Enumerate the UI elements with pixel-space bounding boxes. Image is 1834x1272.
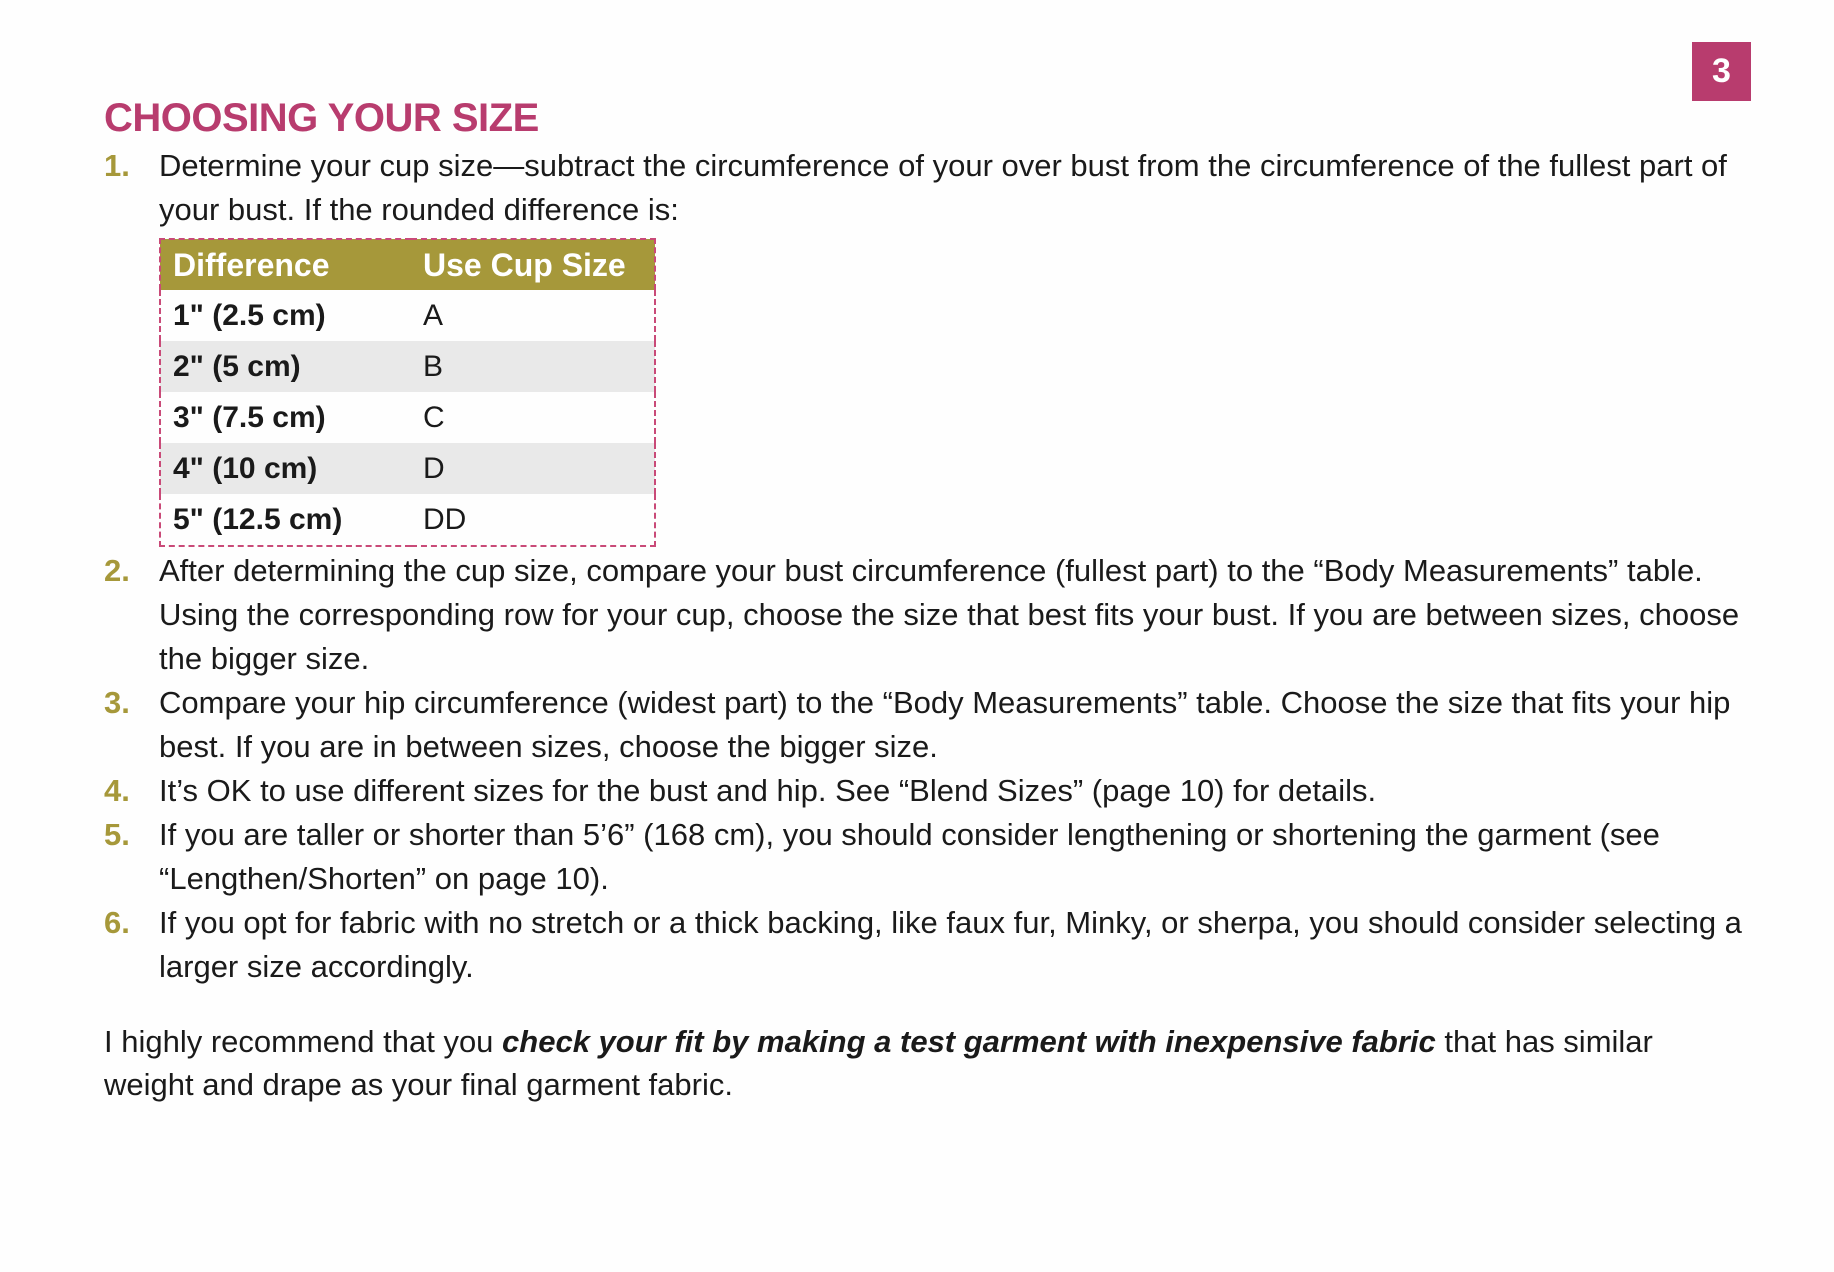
step-6 xyxy=(104,901,1744,989)
step-number: 2. xyxy=(104,553,130,588)
difference-cell: 2" (5 cm) xyxy=(160,341,411,392)
difference-cell: 3" (7.5 cm) xyxy=(173,400,326,434)
cup-cell: A xyxy=(423,298,444,332)
step-number: 3. xyxy=(104,685,130,720)
step-number: 1. xyxy=(104,148,130,183)
step-text: If you are taller or shorter than 5’6” (168 cm), you should consider lengthening or shortening the garment (see “Lengthen/Shorten” on page 10). xyxy=(159,817,1660,896)
step-text: After determining the cup size, compare your bust circumference (fullest part) to the “Body Measurements” table. Using the corresponding row for your cup, choose the size that best fits your bust. If you are between sizes, choose the bigger size. xyxy=(159,553,1740,676)
step-number: 4. xyxy=(104,773,130,808)
table-row xyxy=(160,341,655,392)
difference-cell: 5" (12.5 cm) xyxy=(173,502,343,536)
difference-cell: 4" (10 cm) xyxy=(160,443,411,494)
table-row xyxy=(160,494,655,546)
header-difference: Difference xyxy=(160,239,411,290)
step-4 xyxy=(104,769,1744,813)
step-text: It’s OK to use different sizes for the bust and hip. See “Blend Sizes” (page 10) for details. xyxy=(159,773,1377,808)
table-header-row xyxy=(160,239,655,290)
step-text: Determine your cup size—subtract the circumference of your over bust from the circumference of the fullest part of your bust. If the rounded difference is: xyxy=(159,148,1727,227)
cup-cell: DD xyxy=(423,502,467,536)
closing-text-start: I highly recommend that you xyxy=(104,1024,503,1059)
step-text: If you opt for fabric with no stretch or a thick backing, like faux fur, Minky, or sherpa, you should consider selecting a larger size accordingly. xyxy=(159,905,1742,984)
cup-cell: C xyxy=(423,400,445,434)
closing-emphasis: check your fit by making a test garment with inexpensive fabric xyxy=(502,1024,1436,1059)
step-3 xyxy=(104,681,1744,769)
table-row xyxy=(160,443,655,494)
cup-cell: D xyxy=(411,443,655,494)
step-1 xyxy=(104,144,1744,547)
step-number: 6. xyxy=(104,905,130,940)
closing-paragraph xyxy=(104,1020,1744,1106)
step-2 xyxy=(104,549,1744,681)
cup-size-table xyxy=(159,238,656,547)
step-text: Compare your hip circumference (widest part) to the “Body Measurements” table. Choose the size that fits your hip best. If you are in between sizes, choose the bigger size. xyxy=(159,685,1731,764)
page-title: CHOOSING YOUR SIZE xyxy=(104,96,539,140)
step-number: 5. xyxy=(104,817,130,852)
steps-list xyxy=(104,144,1744,989)
page-number-badge: 3 xyxy=(1692,42,1751,101)
difference-cell: 1" (2.5 cm) xyxy=(173,298,326,332)
table-row xyxy=(160,290,655,341)
table-row xyxy=(160,392,655,443)
closing-text-end: that has similar weight and drape as your final garment fabric. xyxy=(104,1024,1653,1102)
cup-cell: B xyxy=(411,341,655,392)
step-5 xyxy=(104,813,1744,901)
header-cup-size: Use Cup Size xyxy=(411,239,655,290)
